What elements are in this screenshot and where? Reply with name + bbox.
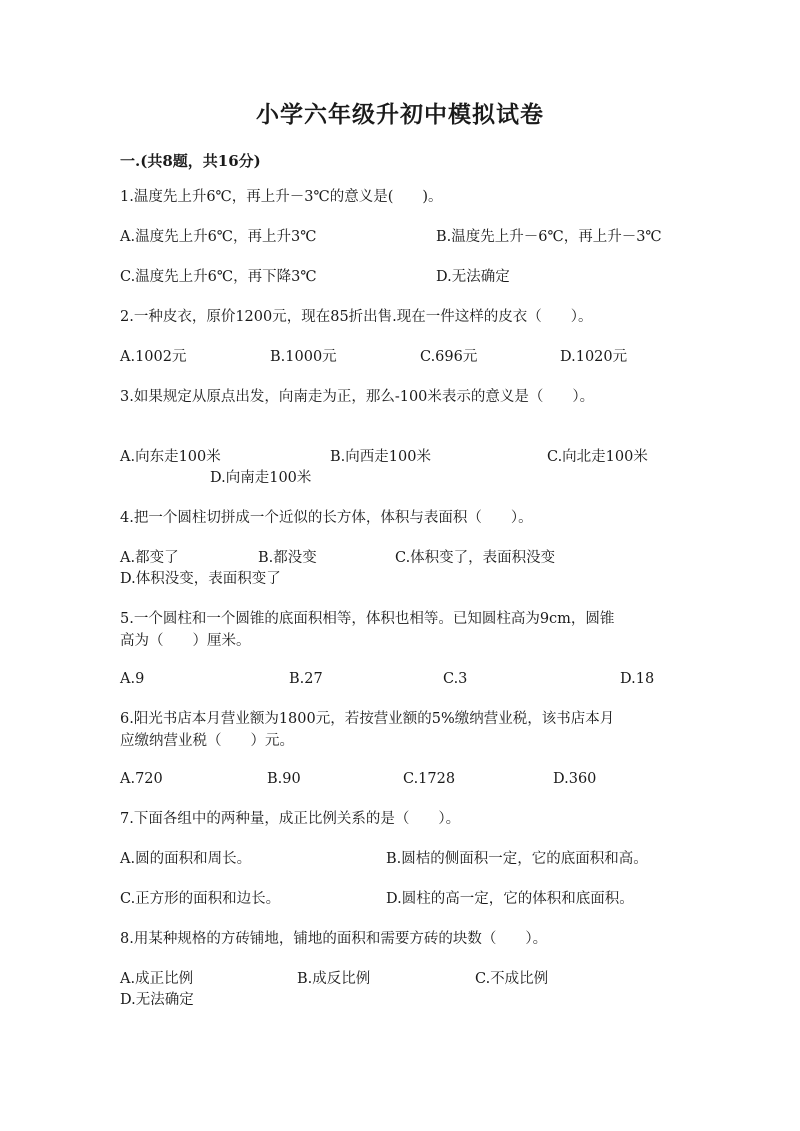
question-2-stem: 2.一种皮衣，原价1200元，现在85折出售.现在一件这样的皮衣（ ）。 — [120, 309, 593, 325]
question-7-option-d: D.圆柱的高一定，它的体积和底面积。 — [386, 891, 634, 907]
question-6-option-c: C.1728 — [403, 771, 456, 787]
question-3-option-b: B.向西走100米 — [330, 449, 431, 465]
question-6-stem-line-1: 6.阳光书店本月营业额为1800元，若按营业额的5%缴纳营业税，该书店本月 — [120, 711, 615, 727]
question-8-option-d: D.无法确定 — [120, 992, 194, 1008]
question-5-option-c: C.3 — [443, 671, 468, 687]
question-3-option-d: D.向南走100米 — [210, 470, 312, 486]
question-5-stem-line-2: 高为（ ）厘米。 — [120, 633, 251, 649]
question-1-option-d: D.无法确定 — [436, 269, 510, 285]
question-7-option-b: B.圆桔的侧面积一定，它的底面积和高。 — [386, 851, 648, 867]
question-7-option-c: C.正方形的面积和边长。 — [120, 891, 281, 907]
question-5-option-d: D.18 — [620, 671, 655, 687]
question-8-option-a: A.成正比例 — [120, 971, 194, 987]
question-8-stem: 8.用某种规格的方砖铺地，铺地的面积和需要方砖的块数（ ）。 — [120, 931, 548, 947]
question-6-option-a: A.720 — [120, 771, 163, 787]
question-4-stem: 4.把一个圆柱切拼成一个近似的长方体，体积与表面积（ ）。 — [120, 510, 533, 526]
question-7-stem: 7.下面各组中的两种量，成正比例关系的是（ ）。 — [120, 811, 461, 827]
question-1-option-c: C.温度先上升6℃，再下降3℃ — [120, 269, 317, 285]
question-8-option-c: C.不成比例 — [475, 971, 549, 987]
question-1-option-b: B.温度先上升－6℃，再上升－3℃ — [436, 229, 662, 245]
question-6-option-d: D.360 — [553, 771, 597, 787]
question-5-option-a: A.9 — [120, 671, 145, 687]
question-4-option-b: B.都没变 — [258, 550, 317, 566]
question-4-option-a: A.都变了 — [120, 550, 179, 566]
question-2-option-c: C.696元 — [420, 349, 478, 365]
question-2-option-d: D.1020元 — [560, 349, 628, 365]
question-1-stem: 1.温度先上升6℃，再上升－3℃的意义是( )。 — [120, 189, 443, 205]
question-3-option-c: C.向北走100米 — [547, 449, 648, 465]
question-2-option-b: B.1000元 — [270, 349, 337, 365]
question-2-option-a: A.1002元 — [120, 349, 187, 365]
section-header: 一.(共8题，共16分) — [120, 152, 261, 170]
question-3-option-a: A.向东走100米 — [120, 449, 221, 465]
question-5-stem-line-1: 5.一个圆柱和一个圆锥的底面积相等，体积也相等。已知圆柱高为9cm，圆锥 — [120, 611, 615, 627]
question-7-option-a: A.圆的面积和周长。 — [120, 851, 252, 867]
question-3-stem: 3.如果规定从原点出发，向南走为正，那么-100米表示的意义是（ ）。 — [120, 389, 595, 405]
question-4-option-c: C.体积变了，表面积没变 — [395, 550, 556, 566]
question-4-option-d-text: D.体积没变，表面积变了 — [120, 571, 281, 587]
question-6-stem-line-2: 应缴纳营业税（ ）元。 — [120, 733, 294, 749]
question-6-option-b: B.90 — [267, 771, 301, 787]
question-8-option-b: B.成反比例 — [297, 971, 371, 987]
page-title: 小学六年级升初中模拟试卷 — [256, 101, 544, 128]
question-1-option-a: A.温度先上升6℃，再上升3℃ — [120, 229, 317, 245]
question-5-option-b: B.27 — [289, 671, 323, 687]
